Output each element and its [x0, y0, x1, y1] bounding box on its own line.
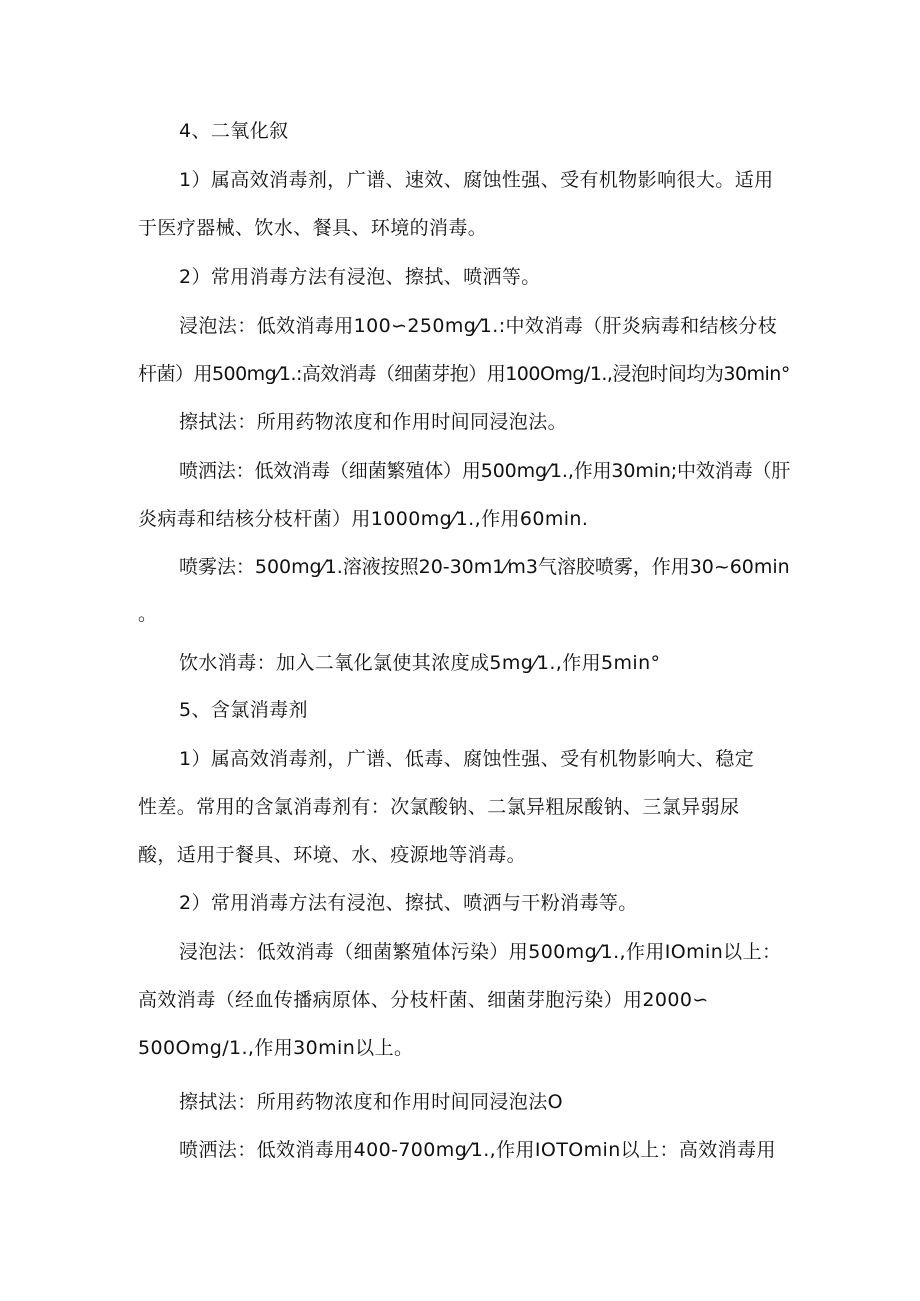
paragraph-line: 1）属高效消毒剂，广谱、低毒、腐蚀性强、受有机物影响大、稳定: [179, 748, 755, 770]
paragraph-line: 2）常用消毒方法有浸泡、擦拭、喷洒等。: [179, 266, 541, 288]
paragraph-line: 擦拭法：所用药物浓度和作用时间同浸泡法O: [179, 1091, 563, 1113]
paragraph-line: 喷洒法：低效消毒用400-700mg⁄1.,作用IOTOmin以上：高效消毒用: [179, 1139, 776, 1161]
paragraph-line: 擦拭法：所用药物浓度和作用时间同浸泡法。: [179, 411, 568, 433]
paragraph-line: 炎病毒和结核分枝杆菌）用1000mg⁄1.,作用60min.: [138, 508, 589, 530]
paragraph-line: 500Omg/1.,作用30min以上。: [138, 1037, 414, 1059]
section-heading-5: 5、含氯消毒剂: [179, 699, 308, 721]
paragraph-line: 浸泡法：低效消毒（细菌繁殖体污染）用500mg⁄1.,作用IOmin以上：: [179, 941, 782, 963]
paragraph-line: 喷洒法：低效消毒（细菌繁殖体）用500mg⁄1.,作用30min;中效消毒（肝: [179, 460, 791, 482]
section-heading-4: 4、二氧化叙: [179, 120, 289, 142]
paragraph-line: 高效消毒（经血传播病原体、分枝杆菌、细菌芽胞污染）用2000∽: [138, 989, 709, 1011]
paragraph-line: 于医疗器械、饮水、餐具、环境的消毒。: [138, 217, 488, 239]
paragraph-line: 性差。常用的含氯消毒剂有：次氯酸钠、二氯异粗尿酸钠、三氯异弱尿: [138, 796, 740, 818]
paragraph-line: 饮水消毒：加入二氧化氯使其浓度成5mg⁄1.,作用5min°: [179, 652, 661, 674]
paragraph-line: 喷雾法：500mg⁄1.溶液按照20-30m1⁄m3气溶胶喷雾，作用30~60min: [179, 556, 790, 578]
paragraph-line: 1）属高效消毒剂，广谱、速效、腐蚀性强、受有机物影响很大。适用: [179, 169, 774, 191]
paragraph-line: 酸，适用于餐具、环境、水、疫源地等消毒。: [138, 844, 527, 866]
paragraph-line: 杆菌）用500mg⁄1.:高效消毒（细菌芽抱）用100Omg/1.,浸泡时间均为30min°: [138, 363, 790, 385]
paragraph-line: 浸泡法：低效消毒用100∽250mg⁄1.:中效消毒（肝炎病毒和结核分枝: [179, 315, 778, 337]
paragraph-line: 。: [138, 603, 158, 625]
paragraph-line: 2）常用消毒方法有浸泡、擦拭、喷洒与干粉消毒等。: [179, 892, 638, 914]
